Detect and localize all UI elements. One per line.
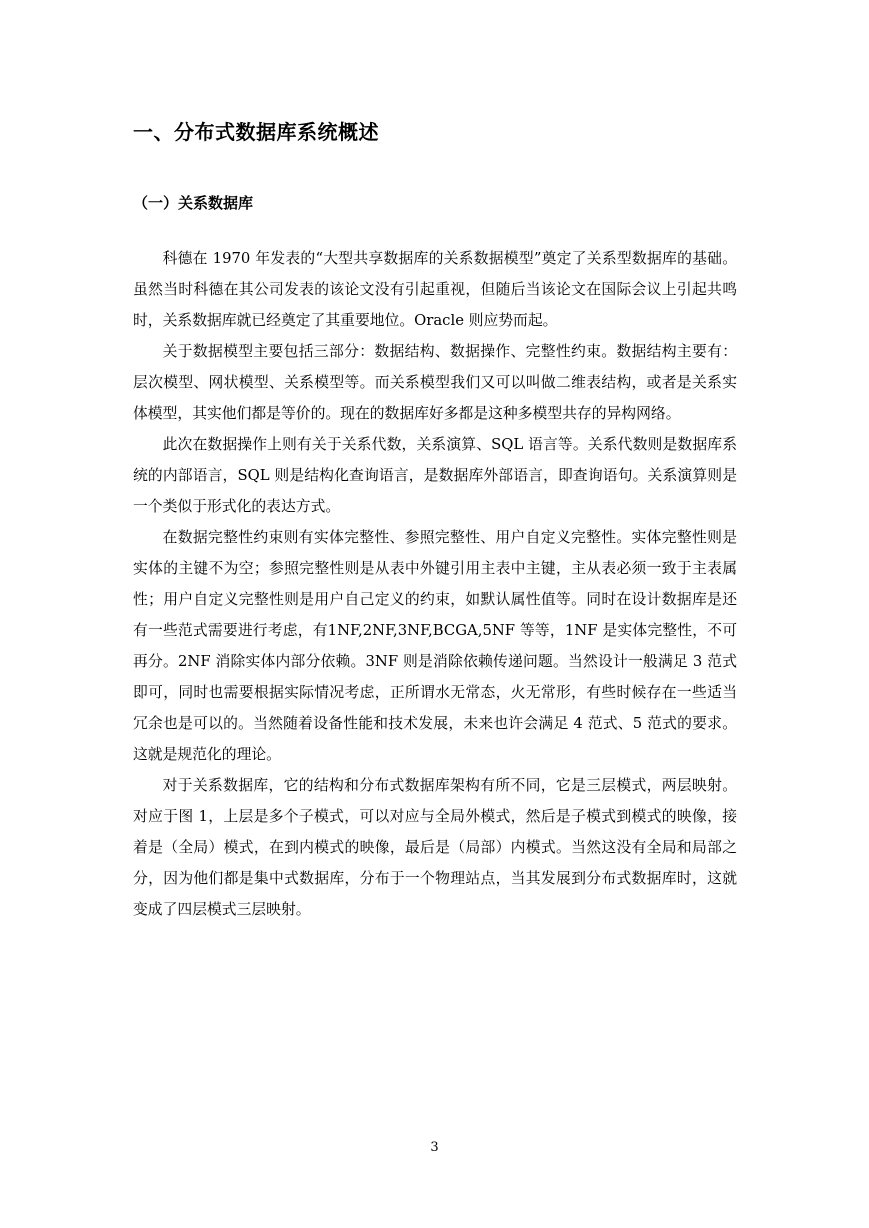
paragraph: 此次在数据操作上则有关于关系代数，关系演算、SQL 语言等。关系代数则是数据库系统的内部语言，SQL 则是结构化查询语言，是数据库外部语言，即查询语句。关系演算则是一个类似于形式化的表达方式。 (133, 436, 737, 515)
subsection-heading: （一）关系数据库 (133, 194, 254, 212)
body-text (133, 243, 737, 925)
section-heading: 一、分布式数据库系统概述 (133, 120, 379, 144)
page-number: 3 (430, 1140, 439, 1155)
paragraph: 在数据完整性约束则有实体完整性、参照完整性、用户自定义完整性。实体完整性则是实体的主键不为空；参照完整性则是从表中外键引用主表中主键，主从表必须一致于主表属性；用户自定义完整性则是用户自己定义的约束，如默认属性值等。同时在设计数据库是还有一些范式需要进行考虑，有1NF,2NF,3NF,BCGA,5NF 等等，1NF 是实体完整性，不可再分。2NF 消除实体内部分依赖。3NF 则是消除依赖传递问题。当然设计一般满足 3 范式即可，同时也需要根据实际情况考虑，正所谓水无常态，火无常形，有些时候存在一些适当冗余也是可以的。当然随着设备性能和技术发展，未来也许会满足 4 范式、5 范式的要求。这就是规范化的理论。 (133, 529, 737, 763)
paragraph: 科德在 1970 年发表的“大型共享数据库的关系数据模型”奠定了关系型数据库的基础。虽然当时科德在其公司发表的该论文没有引起重视，但随后当该论文在国际会议上引起共鸣时，关系数据库就已经奠定了其重要地位。Oracle 则应势而起。 (133, 250, 737, 329)
paragraph: 对于关系数据库，它的结构和分布式数据库架构有所不同，它是三层模式，两层映射。对应于图 1，上层是多个子模式，可以对应与全局外模式，然后是子模式到模式的映像，接着是（全局）模式，在到内模式的映像，最后是（局部）内模式。当然这没有全局和局部之分，因为他们都是集中式数据库，分布于一个物理站点，当其发展到分布式数据库时，这就变成了四层模式三层映射。 (133, 777, 737, 918)
paragraph: 关于数据模型主要包括三部分：数据结构、数据操作、完整性约束。数据结构主要有：层次模型、网状模型、关系模型等。而关系模型我们又可以叫做二维表结构，或者是关系实体模型，其实他们都是等价的。现在的数据库好多都是这种多模型共存的异构网络。 (133, 343, 737, 422)
